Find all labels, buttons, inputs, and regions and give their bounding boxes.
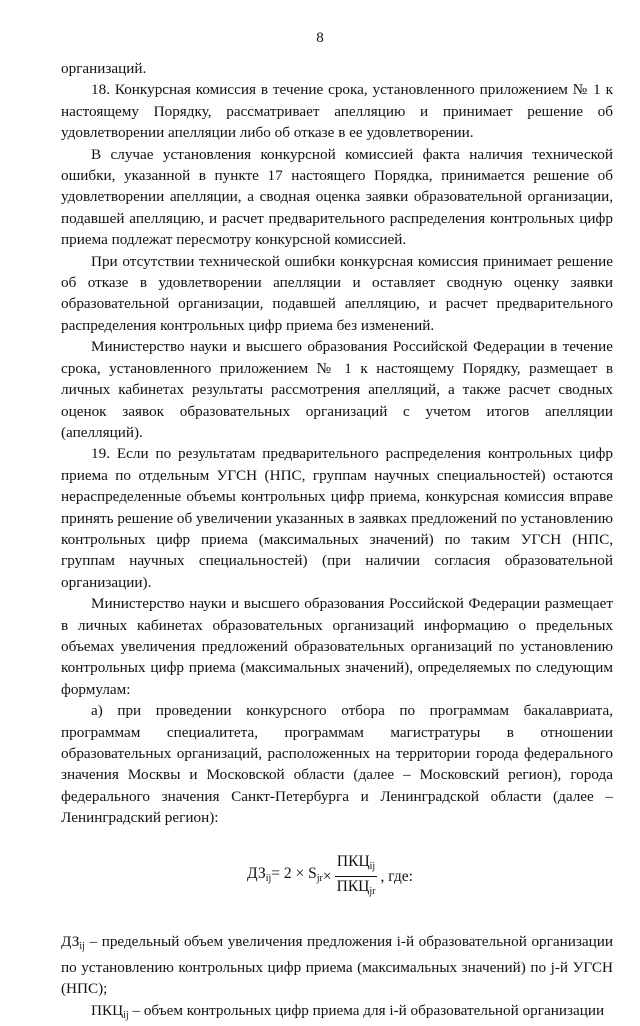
formula-fraction	[335, 852, 378, 901]
paragraph-ministry-limits: Министерство науки и высшего образования Российской Федерации размещает в личных кабинетах образовательных организаций информацию о предельных объемах увеличения предложений образовательных организаций по установлению контрольных цифр приема (максимальных значений), определяемых по следующим формулам:	[61, 595, 613, 698]
paragraph-ministry-results: Министерство науки и высшего образования Российской Федерации в течение срока, установленного приложением № 1 к настоящему Порядку, размещает в личных кабинетах результаты рассмотрения апелляций, а также расчет сводных оценок заявок образовательных организаций с учетом итогов апелляции (апелляций).	[61, 338, 613, 441]
formula	[61, 851, 613, 903]
paragraph-technical-error: В случае установления конкурсной комиссией факта наличия технической ошибки, указанной в пункте 17 настоящего Порядка, принимается решение об удовлетворении апелляции, а сводная оценка заявки образовательной организации, подавшей апелляцию, и расчет предварительного распределения контрольных цифр приема подлежат пересмотру конкурсной комиссией.	[61, 145, 613, 249]
formula-tail: , где:	[380, 867, 413, 885]
paragraph-continuation: организаций.	[61, 60, 147, 77]
paragraph-item-a: а) при проведении конкурсного отбора по программам бакалавриата, программам специалитета, программам магистратуры в отношении образовательных организаций, расположенных на территории города федерального значения Москвы и Московской области (далее – Московский регион), города федерального значения Санкт-Петербурга и Ленинградской области (далее – Ленинградский регион):	[61, 702, 613, 827]
paragraph-19: 19. Если по результатам предварительного распределения контрольных цифр приема по отдельным УГСН (НПС, группам научных специальностей) остаются нераспределенные объемы контрольных цифр приема, конкурсная комиссия вправе принять решение об увеличении указанных в заявках предложений по установлению контрольных цифр приема (максимальных значений) по таким УГСН (НПС, группам научных специальностей) (при наличии согласия образовательной организации).	[61, 445, 613, 591]
definition-dz: $ДЗ_{ij}$ – предельный объем увеличения предложения i-й образовательной организации по установлению контрольных цифр приема (максимальных значений) по j-й УГСН (НПС);	[61, 932, 613, 998]
formula-middle: = $2 \times S_{jr}$	[271, 865, 323, 885]
definition-pkc: $ПКЦ_{ij}$ – объем контрольных цифр приема для i-й образовательной организации	[91, 1001, 605, 1021]
page-number: 8	[316, 30, 324, 46]
formula-denominator: $ПКЦ_{jr}$	[336, 878, 376, 898]
document-body	[61, 58, 613, 1026]
formula-lhs: $ДЗ_{ij}$	[247, 865, 272, 885]
formula-times: ×	[322, 867, 332, 885]
paragraph-18: 18. Конкурсная комиссия в течение срока, установленного приложением № 1 к настоящему Порядку, рассматривает апелляцию и принимает решение об удовлетворении апелляции либо об отказе в ее удовлетворении.	[61, 81, 613, 142]
formula-numerator: $ПКЦ_{ij}$	[335, 852, 377, 877]
paragraph-no-error: При отсутствии технической ошибки конкурсная комиссия принимает решение об отказе в удовлетворении апелляции и оставляет сводную оценку заявки образовательной организации, подавшей апелляцию, и расчет предварительного распределения контрольных цифр приема без изменений.	[61, 252, 613, 334]
